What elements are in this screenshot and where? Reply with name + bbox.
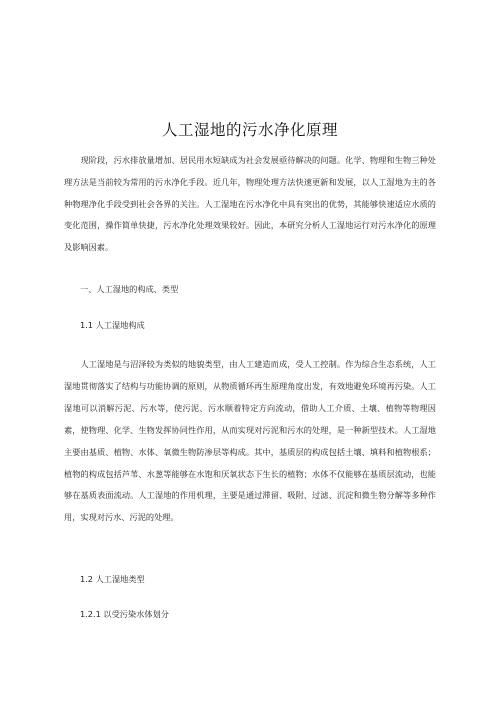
section-1-1-paragraph: 人工湿地是与沼泽较为类似的地貌类型，由人工建造而成，受人工控制。作为综合生态系统，人工湿地贯彻落实了结构与功能协调的原则，从物质循环再生原理角度出发，有效地避免环境再污染。人工湿地可以消解污泥、污水等，使污泥、污水顺着特定方向流动，借助人工介质、土壤、植物等物理因素，使物理、化学、生物发挥协同性作用，从而实现对污泥和污水的处理，是一种新型技术。人工湿地主要由基质、植物、水体、氧微生物防渗层等构成。其中，基质层的构成包括土壤、填料和植物根系；植物的构成包括芦苇、水葱等能够在水饱和厌氧状态下生长的植物；水体不仅能够在基质层流动，也能够在基质表面流动。人工湿地的作用机理，主要是通过滞留、吸附、过滤、沉淀和微生物分解等多种作用，实现对污水、污泥的处理。 — [64, 359, 436, 523]
section-heading-1-1: 1.1 人工湿地构成 — [80, 320, 145, 330]
section-heading-1-2: 1.2 人工湿地类型 — [80, 574, 145, 584]
section-heading-1: 一、人工湿地的构成、类型 — [80, 284, 179, 294]
section-heading-1-2-1: 1.2.1 以受污染水体划分 — [80, 609, 169, 619]
intro-paragraph: 现阶段，污水排放量增加、居民用水短缺成为社会发展亟待解决的问题。化学、物理和生物三种处理方法是当前较为常用的污水净化手段。近几年，物理处理方法快速更新和发展，以人工湿地为主的各种物理净化手段受到社会各界的关注。人工湿地在污水净化中具有突出的优势，其能够快速适应水质的变化范围，操作简单快捷，污水净化处理效果较好。因此，本研究分析人工湿地运行对污水净化的原理及影响因素。 — [64, 155, 436, 253]
document-title: 人工湿地的污水净化原理 — [161, 121, 338, 139]
